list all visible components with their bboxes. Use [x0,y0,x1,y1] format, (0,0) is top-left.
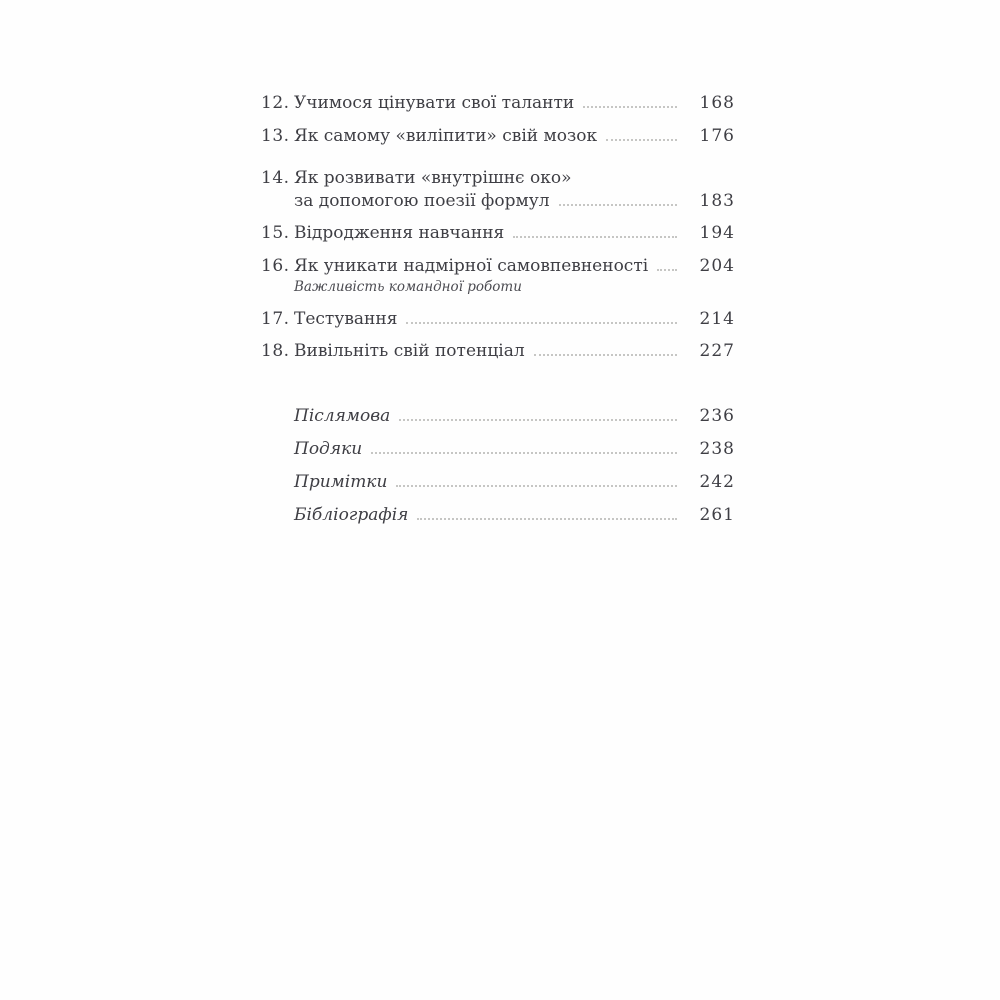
toc-entry-acknowledgements [261,439,735,459]
backmatter-title: Бібліографія [294,505,409,525]
toc-entry-ch16 [261,256,735,276]
page-number: 242 [699,472,735,492]
dot-leader [583,106,677,108]
page-number: 194 [699,223,735,243]
toc-entry-ch14 [261,168,735,188]
dot-leader [417,518,677,520]
page-number: 183 [699,191,735,211]
chapter-number: 18. [261,341,290,361]
chapter-number: 15. [261,223,290,243]
backmatter-title: Подяки [294,439,363,459]
chapter-title: Вивільніть свій потенціал [294,341,525,361]
toc-entry-afterword [261,406,735,426]
backmatter-title: Примітки [294,472,388,492]
toc-entry-ch13 [261,126,735,146]
chapter-number: 17. [261,309,290,329]
page-number: 227 [699,341,735,361]
page-number: 204 [699,256,735,276]
chapter-title: Як розвивати «внутрішнє око» [294,168,572,188]
toc-entry-ch17 [261,309,735,329]
page-number: 176 [699,126,735,146]
dot-leader [371,452,677,454]
dot-leader [657,269,677,271]
dot-leader [513,236,677,238]
toc-entry-ch15 [261,223,735,243]
page-number: 236 [699,406,735,426]
page-number: 238 [699,439,735,459]
page-number: 168 [699,93,735,113]
dot-leader [559,204,677,206]
table-of-contents [261,93,735,525]
toc-entry-bibliography [261,505,735,525]
toc-entry-notes [261,472,735,492]
chapter-title: Відродження навчання [294,223,505,243]
chapter-title: Як уникати надмірної самовпевненості [294,256,649,276]
chapter-number: 14. [261,168,290,188]
chapter-subtitle: Важливість командної роботи [294,279,522,295]
dot-leader [396,485,677,487]
chapter-number: 16. [261,256,290,276]
toc-entry-ch18 [261,341,735,361]
dot-leader [399,419,677,421]
chapter-title: Як самому «виліпити» свій мозок [294,126,598,146]
backmatter-title: Післямова [294,406,391,426]
dot-leader [534,354,677,356]
dot-leader [606,139,677,141]
page-number: 261 [699,505,735,525]
toc-entry-ch14-line2 [261,191,735,211]
chapter-title: Учимося цінувати свої таланти [294,93,575,113]
chapter-number: 13. [261,126,290,146]
dot-leader [406,322,677,324]
chapter-title: Тестування [294,309,398,329]
chapter-number: 12. [261,93,290,113]
page-number: 214 [699,309,735,329]
chapter-title-continued: за допомогою поезії формул [294,191,550,211]
toc-entry-ch16-subtitle [261,279,735,295]
toc-entry-ch12 [261,93,735,113]
